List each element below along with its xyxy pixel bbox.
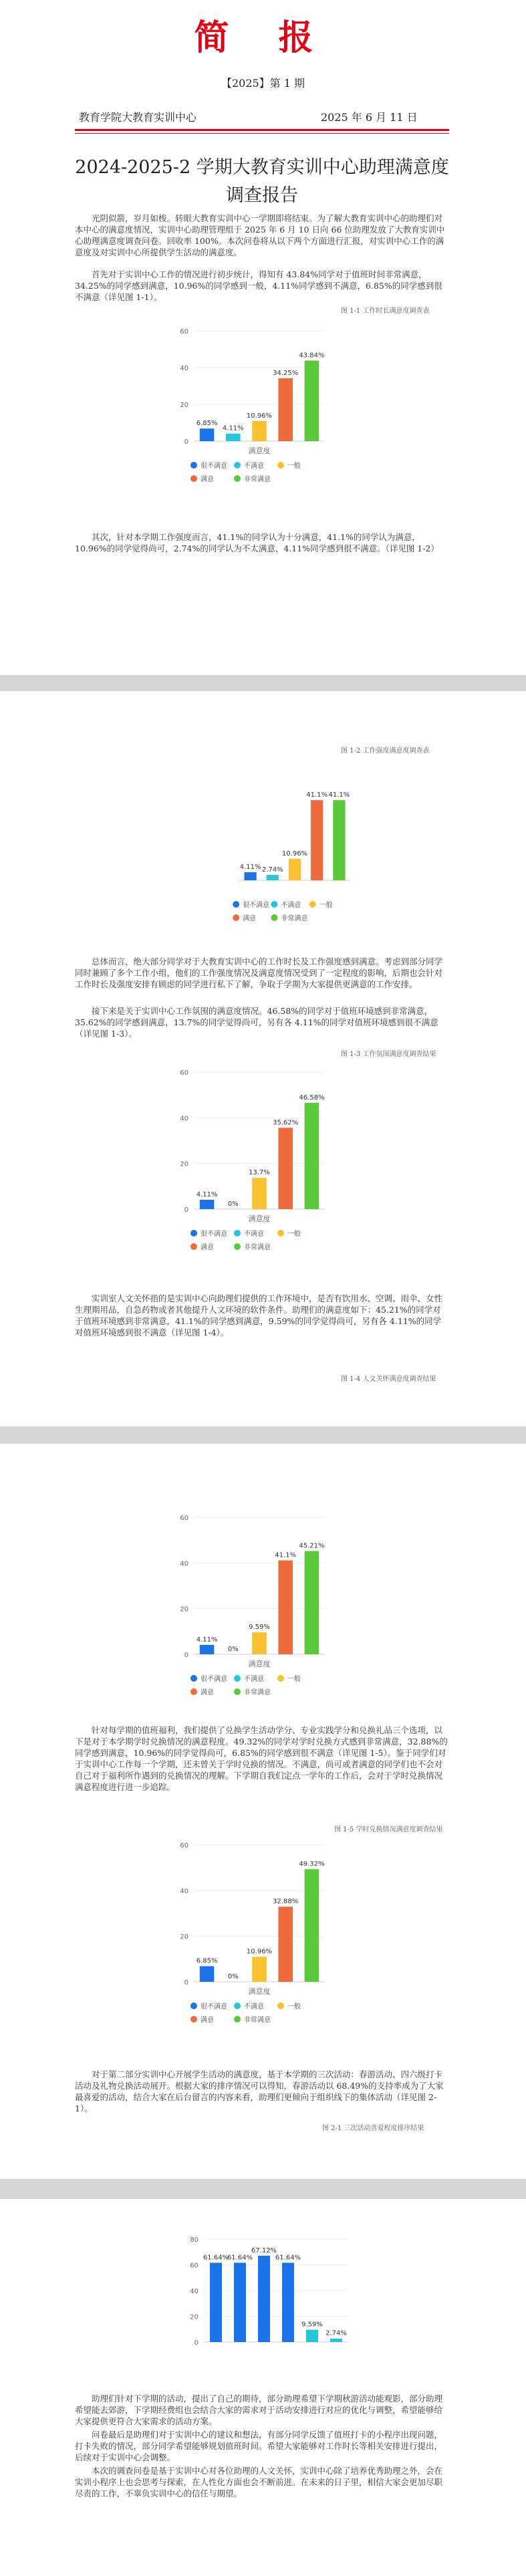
- x-axis-label: 满意度: [248, 1214, 271, 1223]
- y-tick-label: 0: [184, 1206, 188, 1214]
- data-label: 41.1%: [306, 791, 328, 799]
- legend-label: 满意: [201, 1244, 214, 1251]
- data-label: 41.1%: [328, 791, 350, 799]
- legend-label: 不满意: [244, 1231, 264, 1238]
- y-tick-label: 80: [190, 2236, 199, 2244]
- y-tick-label: 0: [184, 438, 188, 446]
- paragraph: 针对每学期的值班福利，我们提供了兑换学生活动学分、专业实践学分和兑换礼品三个选项，以下是对于本学期学时兑换情况的满意程度。49.32%的同学对学时兑换方式感到非常满意，32.88%的同学感到满意，10.96%的同学觉得尚可，6.85%的同学感到很不满意（详见图 1-5）。鉴于同学们对于实训中心工作每一个学期，还未曾关于学时兑换的情况。不满意，尚可或者满意的同学们也不会对自己对于福利所作遇到的兑换情况的理解。下学期自我们定点一学年的工作后，会对于学时兑换情况满意程度进行进一步追踪。: [75, 1725, 448, 1792]
- y-tick-label: 60: [180, 1842, 188, 1849]
- data-label: 0%: [227, 1646, 239, 1653]
- bar: [200, 1200, 215, 1209]
- page-1: [0, 0, 526, 675]
- issue-number: 【2025】第 1 期: [221, 77, 305, 90]
- paragraph: 总体而言，绝大部分同学对于大教育实训中心的工作时长及工作强度感到满意。考虑到部分同学同时兼顾了多个工作小组，他们的工作强度情况及满意度情况受到了一定程度的影响，后期也会针对工作时长及强度安排有顾虑的同学进行私下了解，争取于学期为大家提供更满意的工作安排。: [75, 956, 443, 989]
- legend-swatch: [190, 475, 197, 482]
- y-tick-label: 40: [180, 1115, 188, 1123]
- data-label: 46.58%: [299, 1093, 325, 1102]
- y-tick-label: 40: [180, 1560, 188, 1568]
- data-label: 9.59%: [249, 1624, 270, 1632]
- legend-swatch: [190, 2016, 197, 2023]
- legend-swatch: [271, 914, 277, 921]
- data-label: 13.7%: [249, 1169, 270, 1177]
- legend-label: 满意: [201, 476, 214, 483]
- bar: [244, 872, 256, 880]
- chart-fig-1-1: [167, 317, 334, 505]
- data-label: 2.74%: [325, 2329, 347, 2337]
- issue-date: 2025 年 6 月 11 日: [321, 111, 418, 124]
- chart-fig-1-2: [213, 750, 360, 944]
- bar: [305, 360, 319, 441]
- chart-fig-1-4: [167, 1504, 334, 1718]
- legend-label: 一般: [287, 1676, 301, 1683]
- data-label: 0%: [227, 1973, 239, 1980]
- legend-label: 非常满意: [244, 1689, 271, 1696]
- figure-caption: 图 2-1 三次活动喜爱程度排序结果: [322, 2125, 424, 2132]
- y-tick-label: 0: [194, 2339, 199, 2347]
- paragraph: 接下来是关于实训中心工作氛围的满意度情况。46.58%的同学对于值班环境感到非常满意，35.62%的同学感到满意，13.7%的同学觉得尚可，另有各 4.11%的同学对值班环境感到很不满意（详见图 1-3）。: [75, 1006, 438, 1039]
- bar: [305, 1103, 319, 1209]
- y-tick-label: 0: [184, 1652, 188, 1659]
- data-label: 49.32%: [299, 1860, 325, 1868]
- paragraph: 光阴似箭，岁月如梭。转眼大教育实训中心一学期即将结束。为了解大教育实训中心的助理们对本中心的满意度情况，实训中心助理管理组于 2025 年 6 月 10 日向 66 位助理发放了大教育实训中心助理满意度调查问卷。回收率 100%。本次问卷将从以下两个方面进行汇报，对实训中心工作的满意度及对实训中心所提供学生活动的满意度。: [75, 213, 445, 257]
- data-label: 6.85%: [196, 1957, 218, 1965]
- figure-caption: 图 1-2 工作强度满意度调查表: [341, 747, 430, 755]
- data-label: 0%: [227, 1200, 239, 1208]
- legend-swatch: [234, 2016, 241, 2023]
- bar: [306, 2330, 318, 2342]
- legend-swatch: [234, 1243, 241, 1250]
- legend-label: 很不满意: [201, 1676, 227, 1683]
- y-tick-label: 40: [180, 1888, 188, 1896]
- data-label: 67.12%: [251, 2246, 277, 2255]
- page-4: [0, 2199, 526, 2576]
- legend-label: 很不满意: [201, 2003, 227, 2011]
- y-tick-label: 0: [184, 1979, 188, 1986]
- bar: [289, 859, 301, 880]
- bar: [267, 875, 279, 880]
- bar: [282, 2263, 294, 2342]
- red-rule-thick: [75, 129, 449, 131]
- legend-label: 一般: [287, 463, 301, 470]
- legend-swatch: [190, 1243, 197, 1250]
- report-title: 2024-2025-2 学期大教育实训中心助理满意度调查报告: [75, 157, 449, 206]
- x-axis-label: 满意度: [248, 1987, 271, 1996]
- bar: [278, 1907, 293, 1982]
- data-label: 9.59%: [301, 2321, 323, 2329]
- bar: [258, 2256, 270, 2342]
- data-label: 4.11%: [196, 1636, 218, 1644]
- legend-label: 不满意: [244, 463, 264, 470]
- chart-fig-2-1: [177, 2226, 358, 2359]
- figure-caption: 图 1-1 工作时长满意度调查表: [341, 307, 430, 315]
- bar: [200, 1966, 215, 1982]
- legend-swatch: [190, 1688, 197, 1695]
- data-label: 10.96%: [246, 1948, 273, 1956]
- page-2: [0, 691, 526, 1426]
- y-tick-label: 60: [180, 1069, 188, 1077]
- legend-swatch: [233, 901, 239, 908]
- bar: [330, 2339, 342, 2342]
- page-3: [0, 1444, 526, 2179]
- figure-caption: 图 1-3 工作氛围满意度调查结果: [341, 1051, 436, 1058]
- chart-fig-1-3: [167, 1059, 334, 1273]
- y-tick-label: 40: [180, 365, 188, 372]
- legend-label: 很不满意: [243, 902, 270, 909]
- red-rule-thin: [75, 133, 449, 134]
- data-label: 6.85%: [196, 420, 218, 428]
- paragraph: 问卷最后是助理们对于实训中心的建议和想法，有部分同学反馈了值班打卡的小程序出现问题，打卡失败的情况，部分同学希望能够规划值班时间。希望大家能够对工作时长等相关安排进行提出，后续对于实训中心会调整。: [75, 2430, 443, 2462]
- legend-swatch: [190, 2003, 197, 2009]
- legend-swatch: [234, 1675, 241, 1682]
- y-tick-label: 20: [180, 1933, 188, 1941]
- data-label: 61.64%: [275, 2254, 301, 2262]
- chart-fig-1-5: [167, 1831, 334, 2045]
- data-label: 10.96%: [281, 850, 308, 858]
- legend-label: 非常满意: [281, 915, 308, 922]
- legend-label: 非常满意: [244, 1244, 271, 1251]
- y-tick-label: 20: [180, 402, 188, 409]
- legend-label: 一般: [319, 902, 333, 909]
- bar: [210, 2263, 222, 2342]
- legend-label: 不满意: [244, 2003, 264, 2011]
- figure-caption: 图 1-5 学时兑换情况满意度调查结果: [334, 1826, 443, 1833]
- bar: [252, 1632, 267, 1654]
- legend-label: 一般: [287, 1231, 301, 1238]
- legend-swatch: [309, 901, 316, 908]
- bar: [278, 378, 293, 441]
- y-tick-label: 40: [190, 2288, 199, 2295]
- y-tick-label: 20: [190, 2313, 199, 2321]
- data-label: 2.74%: [261, 866, 283, 874]
- data-label: 32.88%: [273, 1898, 299, 1906]
- legend-swatch: [234, 2003, 241, 2009]
- legend-swatch: [190, 462, 197, 469]
- data-label: 43.84%: [299, 352, 325, 360]
- bar: [252, 1178, 267, 1209]
- bar: [305, 1869, 319, 1982]
- legend-label: 非常满意: [244, 2017, 271, 2024]
- bar: [226, 434, 241, 441]
- data-label: 35.62%: [273, 1119, 299, 1127]
- paragraph: 实训室人文关怀指的是实训中心向助理们提供的工作环境中，是否有饮用水、空调、雨伞、女性生理期用品，自急药物或者其他提升人文环境的软件条件。助理们的满意度如下：45.21%的同学对于值班环境感到非常满意，41.1%的同学感到满意，9.59%的同学觉得尚可，另有各 4.11%的同学对值班环境感到很不满意（详见图 1-4）。: [75, 1293, 443, 1337]
- legend-swatch: [234, 462, 241, 469]
- legend-label: 满意: [201, 2017, 214, 2024]
- y-tick-label: 20: [180, 1605, 188, 1614]
- paragraph: 其次，针对本学期工作强度而言，41.1%的同学认为十分满意，41.1%的同学认为满意，10.96%的同学觉得尚可，2.74%的同学认为不太满意，4.11%同学感到很不满意。（详见图 1-2）: [75, 532, 439, 553]
- paragraph: 助理们针对下学期的活动，提出了自己的期待，部分助理希望下学期秋游活动能观影，部分助理希望能去郊游，下学期经费组也会结合大家的需求对于活动安排进行对应的优化与调整，希望能够给大家提供更符合大家需求的活动方案。: [75, 2394, 443, 2426]
- legend-swatch: [277, 462, 284, 469]
- legend-swatch: [190, 1675, 197, 1682]
- y-tick-label: 60: [180, 1515, 188, 1522]
- legend-swatch: [277, 2003, 284, 2009]
- data-label: 45.21%: [299, 1542, 325, 1550]
- legend-label: 很不满意: [201, 463, 227, 470]
- legend-swatch: [277, 1230, 284, 1237]
- legend-label: 满意: [243, 915, 257, 922]
- paragraph: 首先对于实训中心工作的情况进行初步统计，得知有 43.84%同学对于值班时间非常满意，34.25%的同学感到满意，10.96%的同学感到一般，4.11%同学感到不满意，6.85%的同学感到很不满意（详见图 1-1）。: [75, 269, 442, 302]
- legend-swatch: [271, 901, 277, 908]
- data-label: 4.11%: [239, 864, 261, 872]
- data-label: 4.11%: [222, 424, 244, 432]
- legend-swatch: [234, 1230, 241, 1237]
- bar: [305, 1551, 319, 1654]
- bar: [333, 800, 345, 880]
- data-label: 41.1%: [275, 1551, 297, 1559]
- x-axis-label: 满意度: [248, 446, 271, 455]
- figure-caption: 图 1-4 人文关怀满意度调查结果: [341, 1376, 436, 1383]
- legend-label: 一般: [287, 2003, 301, 2011]
- y-tick-label: 60: [190, 2262, 199, 2270]
- legend-swatch: [234, 1688, 241, 1695]
- legend-swatch: [190, 1230, 197, 1237]
- masthead: 简 报: [194, 18, 332, 58]
- data-label: 61.64%: [227, 2254, 253, 2262]
- legend-label: 很不满意: [201, 1231, 227, 1238]
- organization: 教育学院大教育实训中心: [79, 111, 197, 124]
- bar: [200, 428, 215, 441]
- legend-swatch: [233, 914, 239, 921]
- y-tick-label: 60: [180, 328, 188, 336]
- bar: [234, 2263, 246, 2342]
- data-label: 10.96%: [246, 412, 273, 420]
- legend-swatch: [234, 475, 241, 482]
- legend-label: 不满意: [281, 902, 301, 909]
- data-label: 61.64%: [203, 2254, 229, 2262]
- bar: [311, 800, 323, 880]
- x-axis-label: 满意度: [248, 1660, 271, 1668]
- legend-label: 不满意: [244, 1676, 264, 1683]
- bar: [252, 421, 267, 441]
- legend-swatch: [277, 1675, 284, 1682]
- paragraph: 本次的调查问卷是基于实训中心对各位助理的人文关怀，实训中心除了培养优秀助理之外，会在实训小程序上也会思考与探索，在人性化方面也会不断前进。在未来的日子里，相信大家会更加尽职尽责的工作，不辜负实训中心的信任与期望。: [75, 2466, 443, 2498]
- bar: [200, 1645, 215, 1654]
- bar: [252, 1957, 267, 1982]
- legend-label: 非常满意: [244, 476, 271, 483]
- y-tick-label: 20: [180, 1160, 188, 1168]
- data-label: 4.11%: [196, 1190, 218, 1198]
- bar: [278, 1128, 293, 1209]
- data-label: 34.25%: [273, 369, 299, 377]
- paragraph: 对于第二部分实训中心开展学生活动的满意度，基于本学期的三次活动：春游活动、四六级打卡活动及礼物兑换活动展开。根据大家的排序情况可以得知，春游活动以 68.49%的支持率成为了大家最喜爱的活动，结合大家在后台留言的内容来看，助理们更倾向于组织线下的集体活动（详见图 2-1）。: [75, 2069, 444, 2113]
- legend-label: 满意: [201, 1689, 214, 1696]
- bar: [278, 1561, 293, 1654]
